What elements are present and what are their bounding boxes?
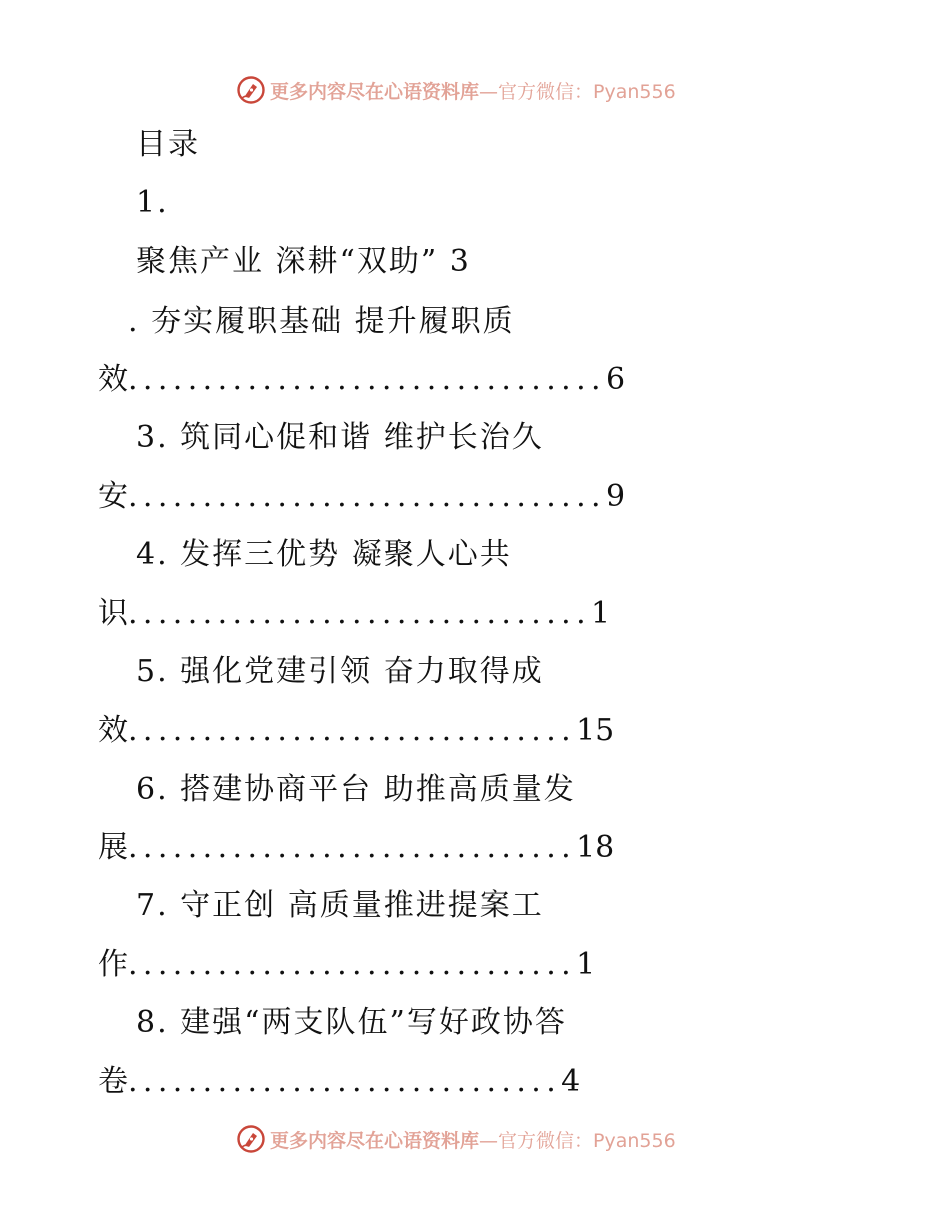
pen-nib-logo-icon [236, 1124, 266, 1154]
watermark-subtext: —官方微信：Pyan556 [479, 1129, 676, 1152]
toc-leader-lead: 效 [98, 362, 128, 397]
toc-leader-dots: ................................ [128, 362, 606, 397]
toc-leader-lead: 展 [98, 830, 128, 865]
toc-leader-lead: 卷 [98, 1064, 128, 1099]
watermark-header [236, 73, 676, 107]
watermark-subtext: —官方微信：Pyan556 [479, 80, 676, 103]
toc-line: 8. 建强“两支队伍”写好政协答 [136, 1005, 567, 1040]
toc-page-number: 4 [561, 1064, 581, 1099]
toc-leader-dots: ............................... [128, 596, 592, 631]
toc-leader-line [98, 594, 610, 634]
toc-page-number: 1 [576, 947, 596, 982]
toc-page-number: 1 [591, 596, 611, 631]
toc-line: . 夯实履职基础 提升履职质 [128, 304, 515, 339]
toc-leader-line [98, 945, 595, 985]
toc-line: 4. 发挥三优势 凝聚人心共 [136, 537, 512, 572]
toc-leader-line [98, 360, 625, 400]
toc-leader-lead: 识 [98, 596, 128, 631]
toc-page-number: 15 [576, 713, 615, 748]
toc-line: 3. 筑同心促和谐 维护长治久 [136, 420, 544, 455]
watermark-text: 更多内容尽在心语资料库 [270, 80, 480, 103]
toc-leader-line [98, 477, 625, 517]
pen-nib-logo-icon [236, 75, 266, 105]
toc-line: 7. 守正创 高质量推进提案工 [136, 888, 544, 923]
toc-leader-lead: 作 [98, 947, 128, 982]
toc-line: 聚焦产业 深耕“双助” 3 [136, 244, 471, 279]
toc-line: 6. 搭建协商平台 助推高质量发 [136, 772, 576, 807]
toc-page-number: 9 [605, 479, 626, 514]
toc-leader-lead: 安 [98, 479, 128, 514]
toc-leader-dots: ............................. [128, 1064, 562, 1099]
toc-line: 1. [136, 185, 169, 220]
toc-leader-dots: .............................. [128, 830, 577, 865]
toc-leader-lead: 效 [98, 713, 128, 748]
toc-leader-dots: .............................. [128, 713, 577, 748]
watermark-footer [236, 1122, 676, 1156]
toc-title: 目录 [136, 127, 200, 162]
toc-leader-dots: ................................ [128, 479, 606, 514]
watermark-text: 更多内容尽在心语资料库 [270, 1129, 480, 1152]
toc-line: 5. 强化党建引领 奋力取得成 [136, 654, 544, 689]
toc-leader-line [98, 828, 614, 868]
toc-page-number: 6 [605, 362, 626, 397]
toc-leader-line [98, 711, 614, 751]
toc-leader-dots: .............................. [128, 947, 577, 982]
toc-page-number: 18 [576, 830, 615, 865]
toc-leader-line [98, 1062, 580, 1102]
